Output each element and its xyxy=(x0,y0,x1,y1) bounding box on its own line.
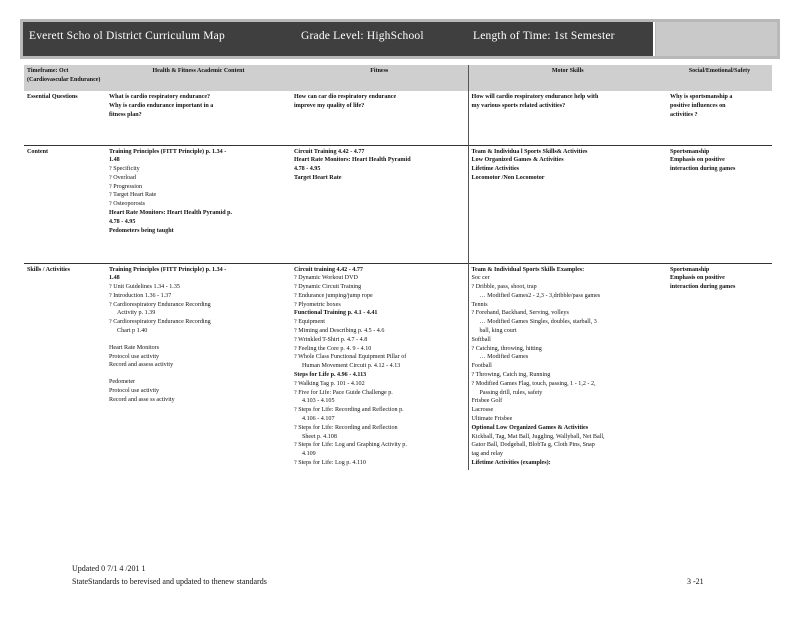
cell-line: ? Unit Guidelines 1.34 - 1.35 xyxy=(109,284,180,291)
cell-line: Low Organized Games & Activities xyxy=(471,157,564,164)
cell-line: ? Osteoporosis xyxy=(109,201,146,208)
cell-line: Heart Rate Monitors: Heart Health Pyramid xyxy=(294,157,411,164)
cell-line: ? Catching, throwing, hitting xyxy=(471,345,542,352)
cell-line: … Modified Games Singles, doubles, starball, 3 xyxy=(479,319,597,326)
cell-line: Football xyxy=(471,363,492,370)
skills-health xyxy=(106,263,291,470)
cell-line: ? Cardiorespiratory Endurance Recording xyxy=(109,301,211,308)
cell-line: 1.48 xyxy=(109,275,120,282)
cell-line: Heart Rate Monitors xyxy=(109,344,160,351)
essential-health xyxy=(106,91,291,145)
cell-line: Activity p. 1.39 xyxy=(117,310,156,317)
skills-social xyxy=(667,263,772,470)
cell-line: ? Throwing, Catch ing, Running xyxy=(471,372,551,379)
cell-line: Pedometers being taught xyxy=(109,227,174,234)
cell-line: Frisbee Golf xyxy=(471,398,503,405)
cell-line: Record and assess activity xyxy=(109,362,174,369)
cell-line: ? Target Heart Rate xyxy=(109,192,157,199)
cell-line: Sheet p. 4.108 xyxy=(302,433,337,440)
cell-line: How will cardio respiratory endurance help with xyxy=(471,94,599,100)
cell-line: Circuit training 4.42 - 4.77 xyxy=(294,266,363,273)
cell-line: ? Steps for Life: Recording and Reflection xyxy=(294,424,398,431)
cell-line: Passing drill, rules, safety xyxy=(479,389,543,396)
cell-line: Sportsmanship xyxy=(670,148,710,155)
cell-line: ? Steps for Life: Log p. 4.110 xyxy=(294,460,366,467)
length-of-time: Length of Time: 1st Semester xyxy=(473,30,615,42)
cell-line: Functional Training p. 4.1 - 4.41 xyxy=(294,310,378,317)
cell-line: ? Plyometric boxes xyxy=(294,301,341,308)
cell-line: Kickball, Tag, Mat Ball, Juggling, Wallyball, Net Ball, xyxy=(471,433,605,440)
essential-social xyxy=(667,91,772,145)
content-motor xyxy=(468,145,667,263)
cell-line: positive influences on xyxy=(670,102,726,109)
row-label-essential: Essential Questions xyxy=(27,94,78,100)
cell-line: Chart p 1.40 xyxy=(117,328,148,335)
cell-line: interaction during games xyxy=(670,166,736,173)
cell-line: ? Progression xyxy=(109,183,143,190)
cell-line: Gator Ball, Dodgeball, BlobTa g, Cloth Pins, Snap xyxy=(471,442,595,449)
cell-line: Protocol use activity xyxy=(109,353,160,360)
cell-line: ? Specificity xyxy=(109,166,140,173)
cell-line: ? Dynamic Circuit Training xyxy=(294,284,362,291)
header-health-fitness: Health & Fitness Academic Content xyxy=(106,65,291,91)
content-social xyxy=(667,145,772,263)
cell-line: ? Cardiorespiratory Endurance Recording xyxy=(109,319,211,326)
table-header-row xyxy=(24,65,772,91)
cell-line: Training Principles (FITT Principle) p. 1.34 - xyxy=(109,266,227,273)
cell-line: Why is cardio endurance important in a xyxy=(109,102,214,109)
cell-line: ? Dynamic Workout DVD xyxy=(294,275,358,282)
table-row-content xyxy=(24,145,772,263)
row-label-skills: Skills / Activities xyxy=(24,263,106,470)
cell-line: Lifetime Activities xyxy=(471,166,520,173)
cell-line: interaction during games xyxy=(670,284,736,291)
header-title-panel xyxy=(23,22,655,56)
table-row-skills xyxy=(24,263,772,470)
cell-line: 4.78 - 4.95 xyxy=(294,166,321,173)
cell-line: ? Endurance jumping/jump rope xyxy=(294,292,373,299)
cell-line: Training Principles (FITT Principle) p. 1.34 - xyxy=(109,148,227,155)
cell-line: Why is sportsmanship a xyxy=(670,94,733,100)
cell-line: Ultimate Frisbee xyxy=(471,416,513,423)
cell-line: ? Walking Tag p. 101 - 4.102 xyxy=(294,380,365,387)
cell-line: Record and asse ss activity xyxy=(109,396,175,403)
cell-spacer xyxy=(109,370,288,378)
essential-fitness xyxy=(291,91,468,145)
cell-line: ? Modified Games Flag, touch, passing, 1 - 1,2 - 2, xyxy=(471,380,596,387)
content-health xyxy=(106,145,291,263)
header-fitness: Fitness xyxy=(291,65,468,91)
cell-line: Sportsmanship xyxy=(670,266,710,273)
cell-line: 4.106 - 4.107 xyxy=(302,416,335,423)
cell-line: Tennis xyxy=(471,301,488,308)
cell-line: Steps for Life p. 4.96 - 4.113 xyxy=(294,372,367,379)
table-row-essential xyxy=(24,91,772,145)
cell-line: ? Miming and Describing p. 4.5 - 4.6 xyxy=(294,328,385,335)
cell-line: 4.78 - 4.95 xyxy=(109,218,136,225)
cell-line: Emphasis on positive xyxy=(670,157,725,164)
cell-line: 1.48 xyxy=(109,157,120,164)
cell-line: ? Introduction 1.36 - 1.37 xyxy=(109,292,172,299)
cell-line: Pedometer xyxy=(109,379,136,386)
grade-level: Grade Level: HighSchool xyxy=(301,30,424,42)
header-bar xyxy=(20,19,780,59)
cell-line: ? Feeling the Core p. 4. 9 - 4.10 xyxy=(294,345,372,352)
cell-line: Circuit Training 4.42 - 4.77 xyxy=(294,148,365,155)
cell-line: Lacrosse xyxy=(471,407,494,414)
skills-motor xyxy=(468,263,667,470)
cell-line: Heart Rate Monitors: Heart Health Pyramid p. xyxy=(109,210,233,217)
cell-line: ? Five for Life: Pace Guide Challenge p. xyxy=(294,389,393,396)
cell-line: Locomotor /Non Locomotor xyxy=(471,174,545,181)
cell-line: 4.103 - 4.105 xyxy=(302,398,335,405)
cell-line: How can car dio respiratory endurance xyxy=(294,94,397,100)
cell-line: ? Forehand, Backhand, Serving, volleys xyxy=(471,310,569,317)
cell-line: improve my quality of life? xyxy=(294,102,365,109)
cell-line: ? Dribble, pass, shoot, trap xyxy=(471,284,537,291)
cell-line: tag and relay xyxy=(471,451,503,458)
cell-line: Team & Individua l Sports Skills& Activities xyxy=(471,148,588,155)
content-fitness xyxy=(291,145,468,263)
cell-line: 4.109 xyxy=(302,451,316,458)
cell-line: Lifetime Activities (examples): xyxy=(471,460,551,467)
cell-line: Target Heart Rate xyxy=(294,174,342,181)
footer-standards-note: StateStandards to berevised and updated to thenew standards xyxy=(72,577,267,586)
header-blank-panel xyxy=(656,22,777,56)
footer-page-number: 3 -21 xyxy=(687,577,704,586)
cell-line: What is cardio respiratory endurance? xyxy=(109,94,211,100)
cell-line: Protocol use activity xyxy=(109,388,160,395)
district-title: Everett Scho ol District Curriculum Map xyxy=(29,30,225,42)
header-motor-skills: Motor Skills xyxy=(468,65,667,91)
row-label-content: Content xyxy=(24,145,106,263)
cell-line: Emphasis on positive xyxy=(670,275,725,282)
cell-line: ? Steps for Life: Recording and Reflection p. xyxy=(294,407,404,414)
cell-line: ? Wrinkled T-Shirt p. 4.7 - 4.8 xyxy=(294,336,368,343)
essential-motor xyxy=(468,91,667,145)
curriculum-table xyxy=(24,65,772,470)
cell-line: … Modified Games xyxy=(479,354,529,361)
cell-line: activities ? xyxy=(670,111,698,118)
skills-fitness xyxy=(291,263,468,470)
cell-spacer xyxy=(109,336,288,344)
footer-updated: Updated 0 7/1 4 /201 1 xyxy=(72,564,146,573)
cell-line: Soc cer xyxy=(471,275,490,282)
cell-line: ? Whole Class Functional Equipment Pillar of xyxy=(294,354,407,361)
cell-line: Optional Low Organized Games & Activities xyxy=(471,424,589,431)
cell-line: Team & Individual Sports Skills Examples: xyxy=(471,266,585,273)
cell-line: ball, king court xyxy=(479,328,517,335)
cell-line: ? Equipment xyxy=(294,319,325,326)
cell-line: ? Steps for Life: Log and Graphing Activity p. xyxy=(294,442,407,449)
cell-line: my various sports related activities? xyxy=(471,102,566,109)
header-social-emotional: Social/Emotional/Safety xyxy=(667,65,772,91)
cell-line: Human Movement Circuit p. 4.12 - 4.13 xyxy=(302,363,401,370)
cell-line: … Modified Games2 - 2,3 - 3,dribble/pass games xyxy=(479,292,601,299)
header-timeframe: Timeframe: Oct (Cardiovascular Endurance) xyxy=(24,65,106,91)
cell-line: fitness plan? xyxy=(109,111,142,118)
cell-line: ? Overload xyxy=(109,174,136,181)
cell-line: Softball xyxy=(471,336,491,343)
